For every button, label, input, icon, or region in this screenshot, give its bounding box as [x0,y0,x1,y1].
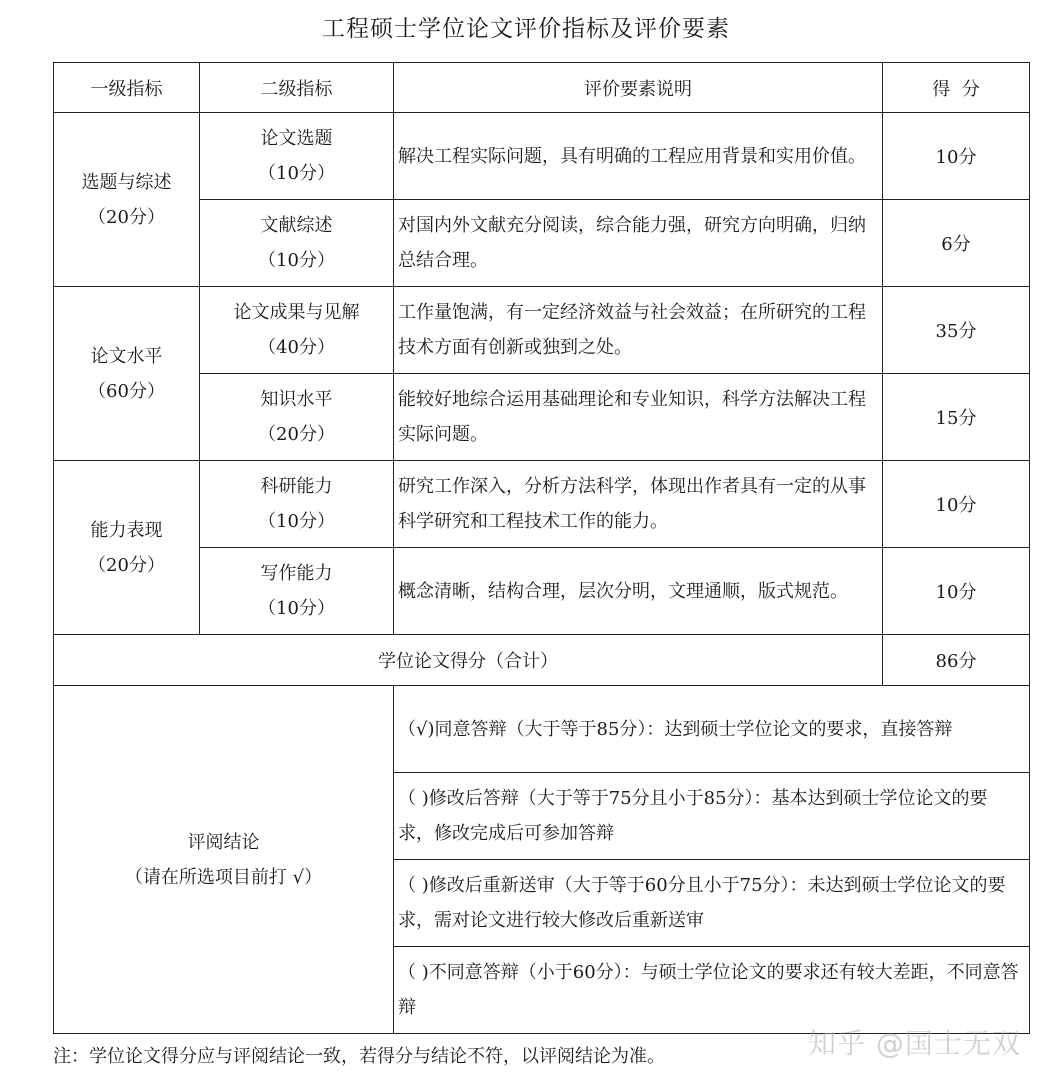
level1-name: 选题与综述 [81,171,172,193]
level2-points: （40分） [258,337,335,358]
total-label: 学位论文得分（合计） [54,635,883,686]
conclusion-option: （ )修改后答辩（大于等于75分且小于85分）：基本达到硕士学位论文的要求，修改完成后可参加答辩 [394,773,1030,860]
conclusion-option: （√)同意答辩（大于等于85分）：达到硕士学位论文的要求，直接答辩 [394,686,1030,773]
level1-points: （60分） [88,380,165,402]
conclusion-label-cell [54,686,394,1034]
watermark: 知乎 @国士无双 [808,1027,1021,1060]
level2-name: 论文成果与见解 [233,302,360,323]
level2-points: （10分） [258,511,335,532]
score-cell: 15分 [883,374,1030,461]
level2-points: （20分） [258,424,335,445]
level1-points: （20分） [88,206,165,228]
score-cell: 10分 [883,548,1030,635]
level1-cell [54,113,200,287]
level1-name: 论文水平 [90,345,163,367]
total-score: 86分 [883,635,1030,686]
desc-cell: 概念清晰，结构合理，层次分明，文理通顺，版式规范。 [394,548,883,635]
desc-cell: 研究工作深入，分析方法科学，体现出作者具有一定的从事科学研究和工程技术工作的能力。 [394,461,883,548]
desc-cell: 工作量饱满，有一定经济效益与社会效益；在所研究的工程技术方面有创新或独到之处。 [394,287,883,374]
level2-points: （10分） [258,250,335,271]
score-cell: 10分 [883,461,1030,548]
desc-cell: 能较好地综合运用基础理论和专业知识，科学方法解决工程实际问题。 [394,374,883,461]
header-row [54,63,1030,113]
level2-cell [200,113,394,200]
score-cell: 6分 [883,200,1030,287]
table-row [54,287,1030,374]
table-row [54,200,1030,287]
level1-cell [54,461,200,635]
table-row [54,461,1030,548]
conclusion-row [54,686,1030,773]
desc-cell: 解决工程实际问题，具有明确的工程应用背景和实用价值。 [394,113,883,200]
desc-cell: 对国内外文献充分阅读，综合能力强，研究方向明确，归纳总结合理。 [394,200,883,287]
conclusion-label: 评阅结论 [187,831,260,853]
level2-points: （10分） [258,163,335,184]
level1-cell [54,287,200,461]
table-row [54,548,1030,635]
header-score: 得 分 [883,63,1030,113]
level2-cell [200,374,394,461]
total-row [54,635,1030,686]
level2-name: 写作能力 [260,563,333,584]
conclusion-option: （ )修改后重新送审（大于等于60分且小于75分）：未达到硕士学位论文的要求，需对论文进行较大修改后重新送审 [394,860,1030,947]
footnote: 注：学位论文得分应与评阅结论一致，若得分与结论不符，以评阅结论为准。 [53,1046,665,1067]
level2-cell [200,548,394,635]
level1-name: 能力表现 [90,519,163,541]
score-cell: 35分 [883,287,1030,374]
level2-name: 知识水平 [260,389,333,410]
table-row [54,113,1030,200]
header-level1: 一级指标 [54,63,200,113]
level2-cell [200,200,394,287]
level2-name: 文献综述 [260,215,333,236]
level2-cell [200,287,394,374]
level2-cell [200,461,394,548]
level2-name: 论文选题 [260,128,333,149]
level1-points: （20分） [88,554,165,576]
level2-name: 科研能力 [260,476,333,497]
evaluation-table [53,62,1030,1034]
level2-points: （10分） [258,598,335,619]
score-cell: 10分 [883,113,1030,200]
header-level2: 二级指标 [200,63,394,113]
conclusion-hint: （请在所选项目前打 √） [124,866,323,888]
table-row [54,374,1030,461]
conclusion-option: （ )不同意答辩（小于60分）：与硕士学位论文的要求还有较大差距，不同意答辩 [394,947,1030,1034]
header-desc: 评价要素说明 [394,63,883,113]
page-title: 工程硕士学位论文评价指标及评价要素 [322,16,730,42]
